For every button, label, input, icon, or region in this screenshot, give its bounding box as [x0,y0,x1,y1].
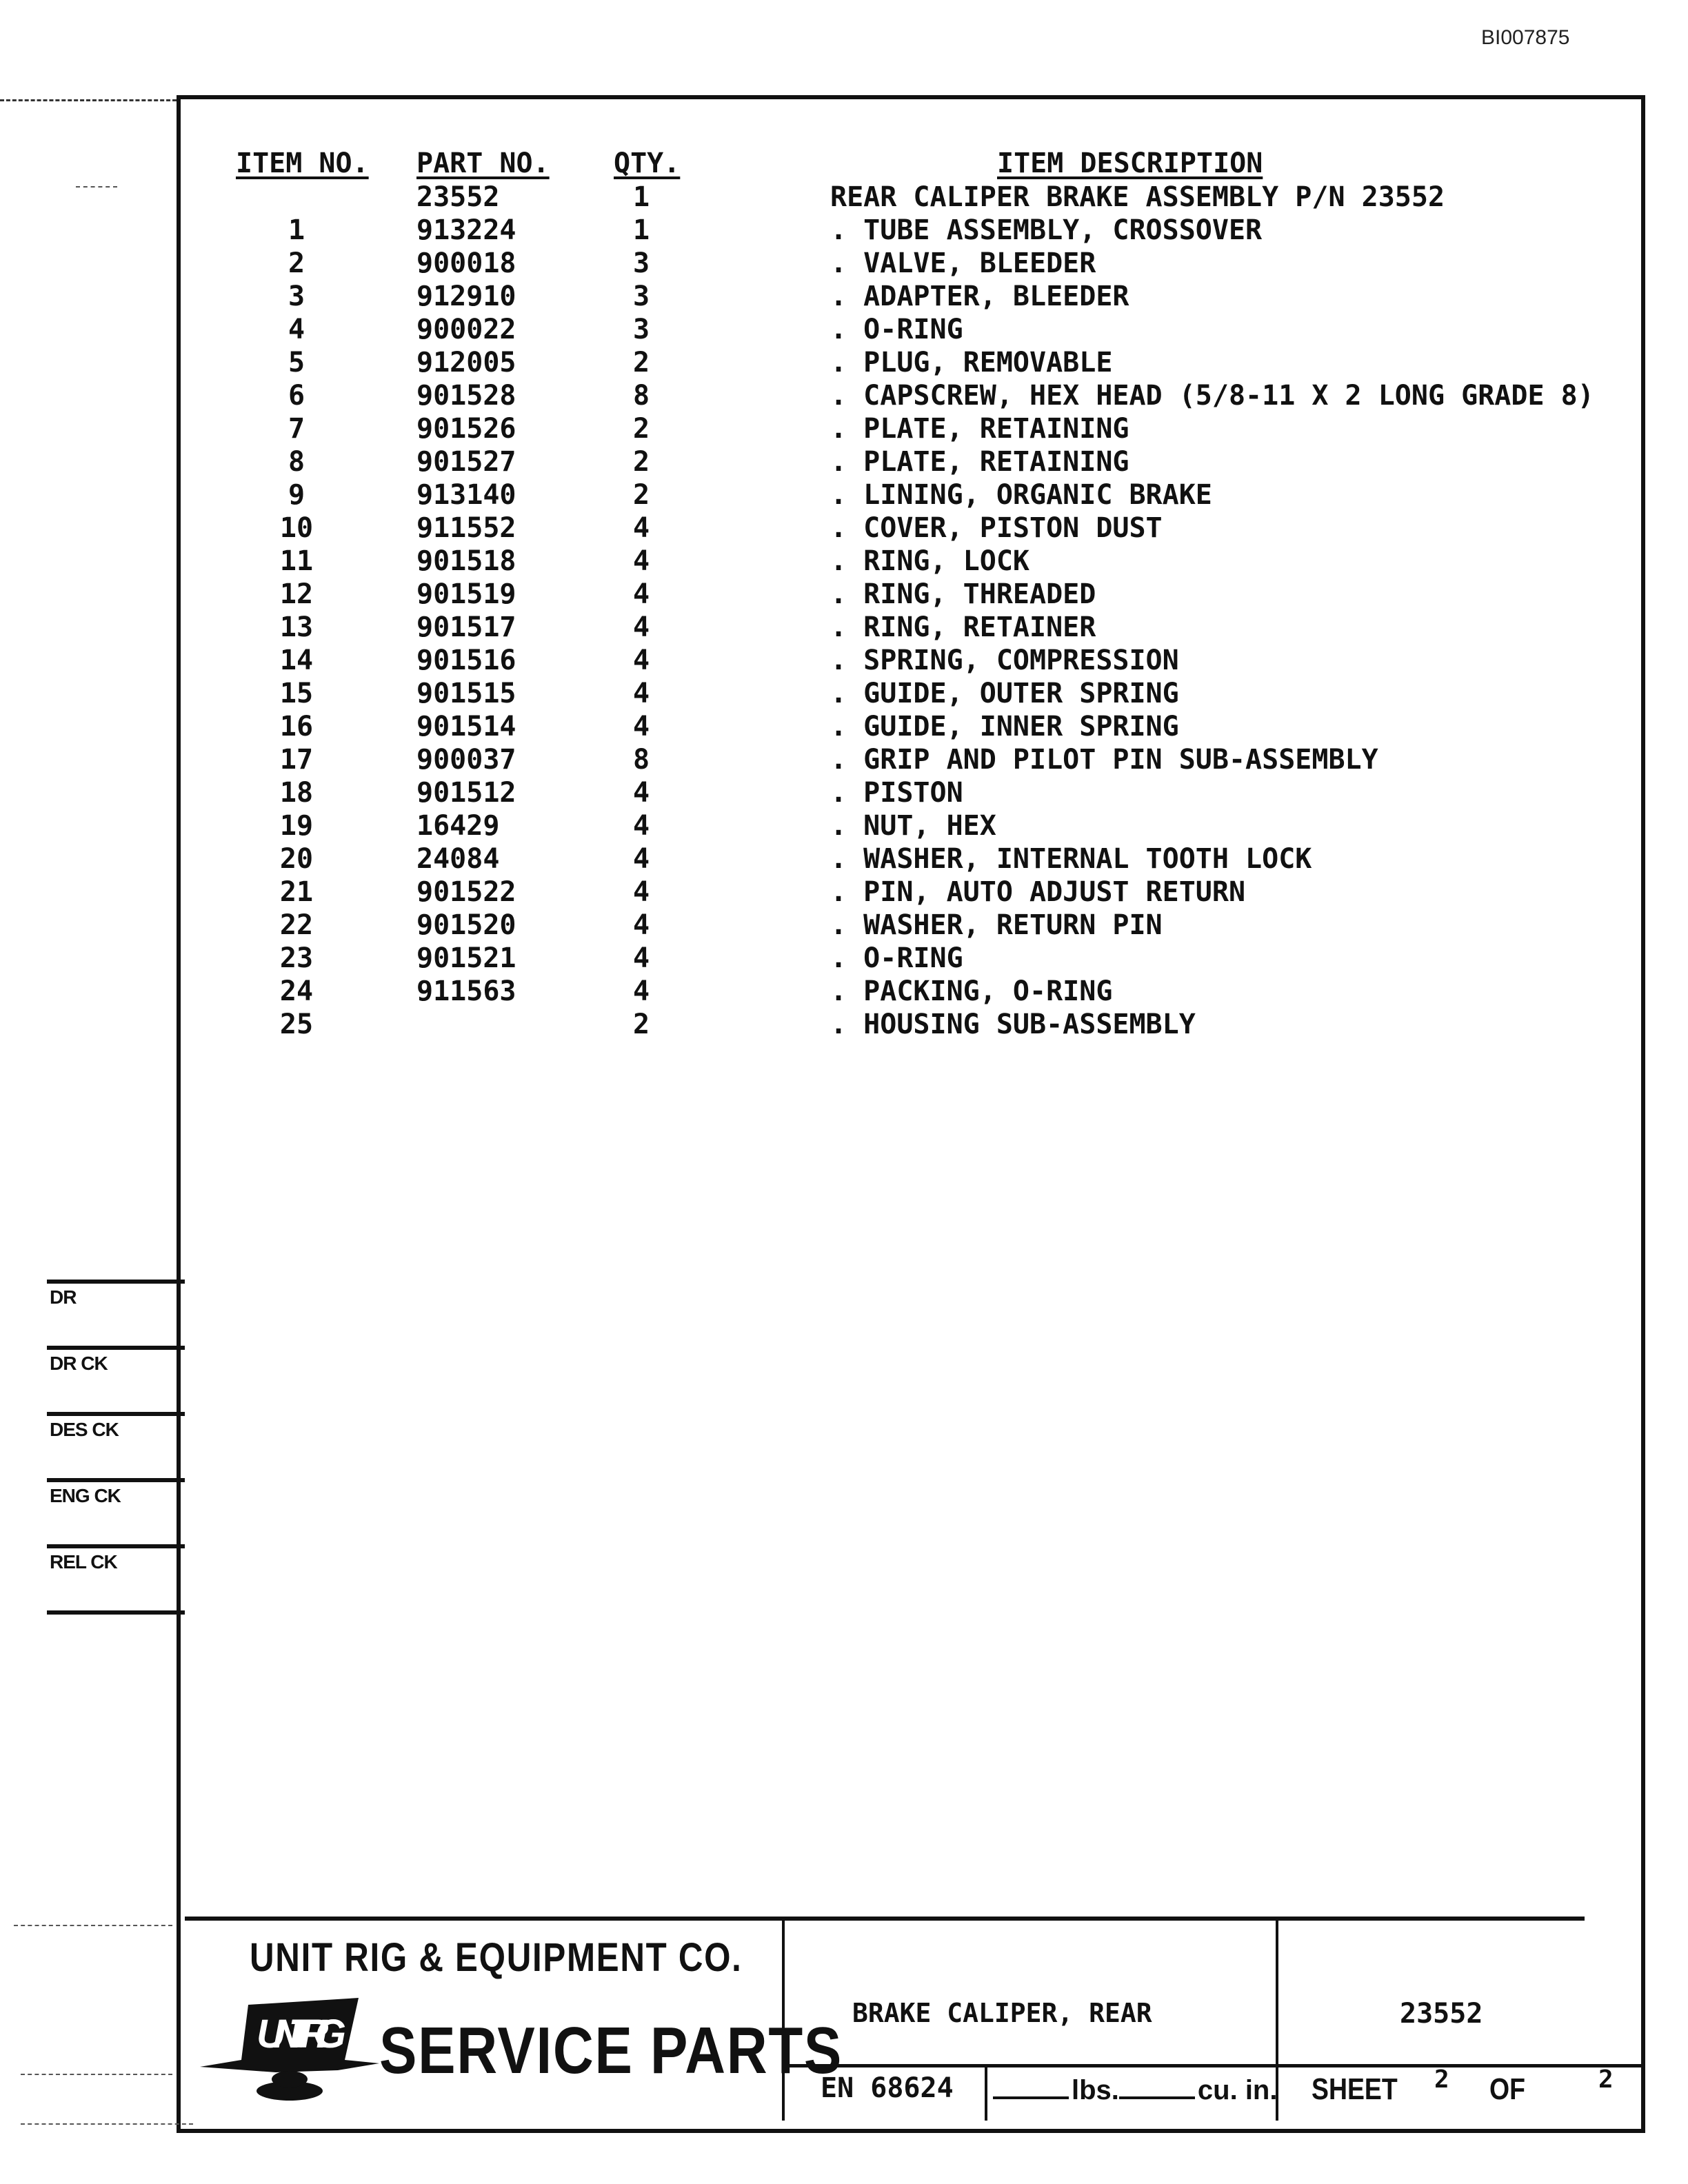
item-no-cell: 23 [279,942,314,974]
qty-cell: 4 [632,611,650,643]
part-no-cell: 911552 [416,512,516,544]
item-no-cell: 25 [279,1009,314,1040]
item-no-cell: 11 [279,545,314,577]
header-item-description: ITEM DESCRIPTION [997,148,1263,179]
part-no-cell: 913224 [416,214,516,246]
signoff-label: REL CK [50,1551,117,1573]
item-no-cell: 24 [279,975,314,1007]
table-row [0,809,1688,842]
description-cell: . RING, THREADED [830,578,1096,610]
description-cell: . WASHER, RETURN PIN [830,909,1163,941]
part-no-cell: 16429 [416,810,500,842]
lbs-label: lbs. [1072,2075,1119,2105]
qty-cell: 4 [632,578,650,610]
parts-table [0,181,1688,1041]
item-no-cell: 10 [279,512,314,544]
table-row [0,743,1688,776]
table-row [0,512,1688,545]
qty-cell: 4 [632,512,650,544]
table-row [0,247,1688,280]
description-cell: . VALVE, BLEEDER [830,247,1096,279]
item-no-cell: 14 [279,645,314,676]
table-row [0,445,1688,478]
qty-cell: 4 [632,909,650,941]
description-cell: . PISTON [830,777,963,809]
description-cell: . PLATE, RETAINING [830,446,1129,478]
item-no-cell: 3 [288,281,305,312]
item-no-cell: 9 [288,479,305,511]
table-row [0,776,1688,809]
of-label: OF [1489,2072,1525,2106]
item-no-cell: 17 [279,744,314,776]
part-no-cell: 901515 [416,678,516,709]
description-cell: . TUBE ASSEMBLY, CROSSOVER [830,214,1263,246]
qty-cell: 4 [632,678,650,709]
table-row [0,280,1688,313]
document-id: BI007875 [1481,26,1570,49]
part-no-cell: 901512 [416,777,516,809]
table-row [0,181,1688,214]
header-part-no: PART NO. [416,148,550,179]
part-no-cell: 901514 [416,711,516,742]
header-item-no: ITEM NO. [236,148,369,179]
part-no-cell: 900018 [416,247,516,279]
frame-extension-line [0,99,177,101]
signoff-rule [47,1280,185,1284]
description-cell: . GUIDE, INNER SPRING [830,711,1179,742]
table-row [0,478,1688,512]
description-cell: . PLUG, REMOVABLE [830,347,1113,378]
table-row [0,214,1688,247]
table-row [0,412,1688,445]
item-no-cell: 22 [279,909,314,941]
part-no-cell: 901527 [416,446,516,478]
qty-cell: 8 [632,380,650,412]
description-cell: . LINING, ORGANIC BRAKE [830,479,1212,511]
item-no-cell: 12 [279,578,314,610]
item-no-cell: 13 [279,611,314,643]
description-cell: . WASHER, INTERNAL TOOTH LOCK [830,843,1312,875]
title-block-divider [985,2064,987,2121]
header-qty: QTY. [614,148,681,179]
description-cell: . O-RING [830,942,963,974]
qty-cell: 2 [632,1009,650,1040]
part-no-cell: 901517 [416,611,516,643]
table-row [0,909,1688,942]
part-no-cell: 901528 [416,380,516,412]
signoff-label: DR CK [50,1353,108,1374]
part-no-cell: 901520 [416,909,516,941]
service-parts-label: SERVICE PARTS [379,2014,843,2087]
qty-cell: 4 [632,975,650,1007]
description-cell: . PLATE, RETAINING [830,413,1129,445]
qty-cell: 2 [632,347,650,378]
description-cell: . PACKING, O-RING [830,975,1113,1007]
description-cell: . ADAPTER, BLEEDER [830,281,1129,312]
table-row [0,545,1688,578]
qty-cell: 4 [632,711,650,742]
table-row [0,677,1688,710]
scan-mark [21,2074,172,2075]
table-row [0,1008,1688,1041]
signoff-rule [47,1610,185,1615]
signoff-rule [47,1544,185,1548]
description-cell: . SPRING, COMPRESSION [830,645,1179,676]
description-cell: . RING, LOCK [830,545,1029,577]
item-no-cell: 1 [288,214,305,246]
table-row [0,710,1688,743]
description-cell: . CAPSCREW, HEX HEAD (5/8-11 X 2 LONG GRADE 8) [830,380,1594,412]
part-no-cell: 23552 [416,181,500,213]
description-cell: . O-RING [830,314,963,345]
drawing-title: BRAKE CALIPER, REAR [852,1998,1152,2028]
item-no-cell: 6 [288,380,305,412]
part-no-cell: 901516 [416,645,516,676]
part-no-cell: 900022 [416,314,516,345]
svg-text:UNIT RIG: UNIT RIG [257,2012,346,2056]
part-no-cell: 913140 [416,479,516,511]
table-row [0,611,1688,644]
description-cell: . GRIP AND PILOT PIN SUB-ASSEMBLY [830,744,1378,776]
item-no-cell: 5 [288,347,305,378]
sheet-number: 2 [1434,2065,1449,2094]
scan-mark [21,2123,193,2125]
table-row [0,876,1688,909]
description-cell: . PIN, AUTO ADJUST RETURN [830,876,1246,908]
table-row [0,975,1688,1008]
table-row [0,313,1688,346]
qty-cell: 4 [632,645,650,676]
item-no-cell: 19 [279,810,314,842]
scan-mark [14,1925,172,1926]
sheet-label: SHEET [1312,2072,1398,2106]
table-row [0,942,1688,975]
cuin-label: cu. in. [1197,2075,1278,2105]
part-no-cell: 901518 [416,545,516,577]
item-no-cell: 15 [279,678,314,709]
qty-cell: 3 [632,281,650,312]
part-no-cell: 901521 [416,942,516,974]
qty-cell: 2 [632,413,650,445]
item-no-cell: 2 [288,247,305,279]
qty-cell: 4 [632,876,650,908]
qty-cell: 4 [632,843,650,875]
qty-cell: 4 [632,545,650,577]
signoff-label: DR [50,1286,77,1308]
sheet-total: 2 [1598,2065,1614,2094]
engineering-notice: EN 68624 [821,2072,954,2104]
title-block-top-rule [185,1917,1585,1921]
description-cell: . HOUSING SUB-ASSEMBLY [830,1009,1196,1040]
table-row [0,346,1688,379]
part-no-cell: 912005 [416,347,516,378]
company-name: UNIT RIG & EQUIPMENT CO. [250,1935,743,1980]
qty-cell: 4 [632,777,650,809]
signoff-rule [47,1412,185,1416]
item-no-cell: 20 [279,843,314,875]
part-no-cell: 901519 [416,578,516,610]
item-no-cell: 18 [279,777,314,809]
item-no-cell: 4 [288,314,305,345]
qty-cell: 2 [632,446,650,478]
qty-cell: 4 [632,942,650,974]
item-no-cell: 16 [279,711,314,742]
drawing-number: 23552 [1400,1998,1483,2030]
qty-cell: 1 [632,181,650,213]
description-cell: . NUT, HEX [830,810,996,842]
qty-cell: 2 [632,479,650,511]
item-no-cell: 21 [279,876,314,908]
description-cell: REAR CALIPER BRAKE ASSEMBLY P/N 23552 [830,181,1445,213]
signoff-rule [47,1346,185,1350]
qty-cell: 1 [632,214,650,246]
signoff-label: DES CK [50,1419,119,1440]
part-no-cell: 901526 [416,413,516,445]
item-no-cell: 7 [288,413,305,445]
table-row [0,379,1688,412]
qty-cell: 4 [632,810,650,842]
signoff-rule [47,1478,185,1482]
table-row [0,842,1688,876]
weight-volume-field [993,2075,1277,2106]
part-no-cell: 24084 [416,843,500,875]
part-no-cell: 911563 [416,975,516,1007]
qty-cell: 3 [632,247,650,279]
part-no-cell: 901522 [416,876,516,908]
part-no-cell: 900037 [416,744,516,776]
description-cell: . GUIDE, OUTER SPRING [830,678,1179,709]
unit-rig-logo-icon [200,1991,379,2108]
qty-cell: 3 [632,314,650,345]
item-no-cell: 8 [288,446,305,478]
qty-cell: 8 [632,744,650,776]
description-cell: . RING, RETAINER [830,611,1096,643]
table-row [0,644,1688,677]
table-row [0,578,1688,611]
title-block-divider [782,2064,1644,2067]
part-no-cell: 912910 [416,281,516,312]
description-cell: . COVER, PISTON DUST [830,512,1163,544]
signoff-label: ENG CK [50,1485,121,1506]
